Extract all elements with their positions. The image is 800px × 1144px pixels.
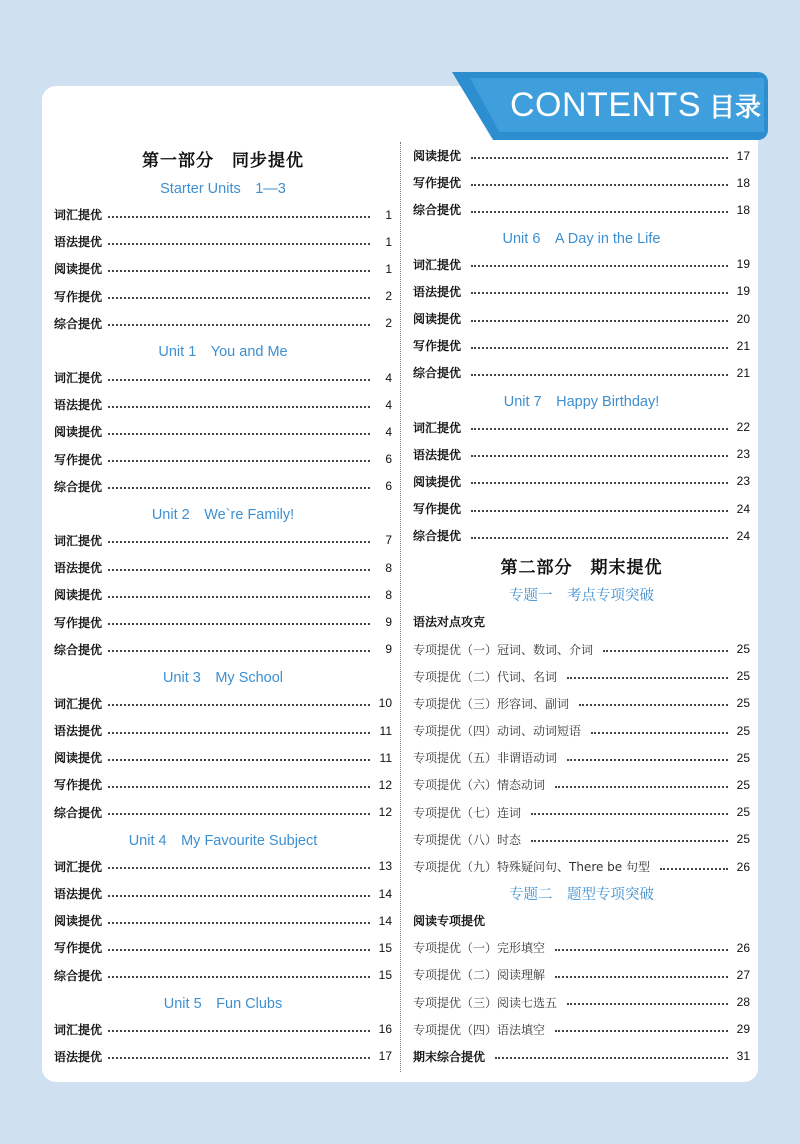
toc-entry[interactable] [413, 1043, 750, 1070]
toc-entry[interactable] [413, 196, 750, 223]
toc-entry[interactable] [413, 522, 750, 549]
toc-entry-label: 综合提优 [54, 968, 103, 983]
dot-leader [471, 537, 728, 539]
toc-entry-label: 专项提优（三）形容词、副词 [413, 696, 570, 711]
toc-entry-label: 专项提优（九）特殊疑问句、There be 句型 [413, 860, 651, 875]
toc-entry-page: 25 [736, 669, 750, 684]
toc-entry[interactable] [54, 771, 392, 798]
toc-entry[interactable] [54, 391, 392, 418]
toc-entry-label: 专项提优（一）完形填空 [413, 941, 546, 956]
toc-entry-page: 7 [385, 533, 392, 548]
toc-entry-page: 1 [385, 261, 392, 276]
contents-header [510, 80, 761, 130]
toc-entry-label: 综合提优 [54, 316, 103, 331]
toc-entry[interactable] [54, 636, 392, 663]
toc-entry-label: 专项提优（六）情态动词 [413, 778, 546, 793]
toc-entry-page: 28 [736, 995, 750, 1010]
dot-leader [108, 243, 370, 245]
toc-entry-label: 写作提优 [413, 176, 462, 191]
toc-entry-label: 语法提优 [413, 447, 462, 462]
toc-entry[interactable] [54, 853, 392, 880]
dot-leader [108, 433, 370, 435]
toc-entry-page: 16 [378, 1022, 392, 1037]
toc-entry[interactable] [413, 495, 750, 522]
toc-entry-page: 2 [385, 289, 392, 304]
toc-entry-label: 专项提优（四）语法填空 [413, 1022, 546, 1037]
toc-entry-page: 12 [378, 777, 392, 792]
dot-leader [108, 596, 370, 598]
dot-leader [108, 650, 370, 652]
toc-entry-page: 29 [736, 1022, 750, 1037]
dot-leader [471, 184, 728, 186]
toc-entry-page: 25 [736, 642, 750, 657]
toc-entry-page: 15 [378, 968, 392, 983]
unit-title: Unit 6 A Day in the Life [502, 230, 661, 247]
toc-entry-label: 词汇提优 [54, 696, 103, 711]
toc-entry[interactable] [54, 283, 392, 310]
toc-entry[interactable] [54, 880, 392, 907]
toc-entry-page: 25 [736, 805, 750, 820]
toc-entry-page: 25 [736, 723, 750, 738]
toc-entry-label: 专项提优（二）代词、名词 [413, 669, 558, 684]
part-title: 第二部分 期末提优 [500, 557, 663, 578]
unit-title: Starter Units 1—3 [160, 181, 286, 197]
dot-leader [495, 1057, 728, 1059]
dot-leader [108, 297, 370, 299]
contents-title-cn: 目录 [709, 92, 762, 123]
dot-leader [555, 976, 728, 978]
toc-entry[interactable] [54, 934, 392, 961]
toc-entry-label: 综合提优 [413, 203, 462, 218]
toc-entry[interactable] [413, 771, 750, 798]
toc-entry[interactable] [413, 251, 750, 278]
toc-entry-label: 专项提优（三）阅读七选五 [413, 995, 558, 1010]
dot-leader [471, 510, 728, 512]
dot-leader [108, 324, 370, 326]
dot-leader [108, 216, 370, 218]
dot-leader [108, 1057, 370, 1059]
toc-entry[interactable] [413, 853, 750, 880]
toc-entry-label: 阅读提优 [413, 474, 462, 489]
toc-entry[interactable] [413, 826, 750, 853]
toc-entry-page: 24 [736, 501, 750, 516]
unit-title: Unit 2 We`re Family! [151, 506, 295, 523]
toc-entry[interactable] [54, 907, 392, 934]
dot-leader [108, 460, 370, 462]
unit-title: Unit 4 My Favourite Subject [128, 832, 318, 849]
unit-title: 专题二 题型专项突破 [509, 887, 654, 904]
toc-entry-label: 词汇提优 [413, 420, 462, 435]
dot-leader [591, 732, 728, 734]
toc-entry[interactable] [54, 446, 392, 473]
toc-entry-label: 词汇提优 [54, 859, 103, 874]
toc-entry-label: 写作提优 [54, 615, 103, 630]
toc-entry[interactable] [413, 989, 750, 1016]
toc-entry-page: 23 [736, 474, 750, 489]
dot-leader [567, 759, 728, 761]
dot-leader [567, 677, 728, 679]
dot-leader [579, 704, 728, 706]
toc-entry-label: 阅读提优 [54, 588, 103, 603]
toc-entry-page: 11 [379, 750, 392, 765]
toc-entry[interactable] [54, 581, 392, 608]
toc-entry-label: 语法提优 [54, 235, 103, 250]
toc-entry-label: 语法提优 [54, 724, 103, 739]
toc-entry-label: 语法提优 [54, 398, 103, 413]
toc-entry[interactable] [54, 962, 392, 989]
toc-entry-label: 写作提优 [54, 941, 103, 956]
toc-entry-label: 语法提优 [54, 561, 103, 576]
toc-entry-page: 4 [385, 370, 392, 385]
toc-entry-page: 25 [736, 750, 750, 765]
dot-leader [108, 759, 370, 761]
unit-title: Unit 7 Happy Birthday! [503, 393, 660, 410]
toc-entry-page: 25 [736, 832, 750, 847]
toc-entry-page: 25 [736, 696, 750, 711]
toc-entry-page: 10 [378, 696, 392, 711]
toc-entry-label: 语法提优 [54, 887, 103, 902]
contents-title-en: CONTENTS [510, 85, 701, 124]
toc-entry-label: 综合提优 [413, 529, 462, 544]
dot-leader [108, 487, 370, 489]
toc-entry-label: 语法提优 [413, 284, 462, 299]
toc-entry-label: 语法提优 [54, 1049, 103, 1064]
toc-entry-page: 9 [385, 642, 392, 657]
dot-leader [471, 428, 728, 430]
dot-leader [108, 704, 370, 706]
toc-entry-label: 写作提优 [54, 452, 103, 467]
toc-entry-page: 21 [736, 365, 750, 380]
toc-entry-page: 15 [378, 940, 392, 955]
toc-entry-label: 词汇提优 [54, 1022, 103, 1037]
section-label: 阅读专项提优 [413, 914, 486, 929]
toc-entry-page: 18 [736, 202, 750, 217]
toc-entry-page: 22 [736, 420, 750, 435]
dot-leader [471, 374, 728, 376]
part-title: 第一部分 同步提优 [142, 150, 304, 171]
toc-entry-label: 专项提优（一）冠词、数词、介词 [413, 642, 594, 657]
toc-entry[interactable] [413, 1016, 750, 1043]
toc-entry-page: 23 [736, 447, 750, 462]
toc-entry-page: 24 [736, 528, 750, 543]
dot-leader [555, 1030, 728, 1032]
toc-entry-label: 专项提优（二）阅读理解 [413, 968, 546, 983]
toc-entry[interactable] [54, 608, 392, 635]
toc-entry[interactable] [54, 744, 392, 771]
toc-entry-label: 词汇提优 [413, 257, 462, 272]
toc-entry-page: 1 [385, 234, 392, 249]
toc-entry[interactable] [413, 414, 750, 441]
dot-leader [603, 650, 728, 652]
unit-title: 专题一 考点专项突破 [509, 588, 654, 605]
toc-entry[interactable] [54, 799, 392, 826]
dot-leader [108, 1030, 370, 1032]
dot-leader [108, 813, 370, 815]
toc-entry[interactable] [413, 332, 750, 359]
toc-right-column [413, 142, 750, 1070]
toc-entry-page: 12 [378, 805, 392, 820]
toc-entry-page: 6 [385, 452, 392, 467]
dot-leader [108, 922, 370, 924]
dot-leader [555, 949, 728, 951]
toc-entry-label: 词汇提优 [54, 533, 103, 548]
toc-entry-page: 31 [736, 1049, 750, 1064]
toc-entry-page: 18 [736, 175, 750, 190]
toc-entry-label: 期末综合提优 [413, 1049, 486, 1064]
toc-entry-page: 20 [736, 311, 750, 326]
toc-entry-page: 1 [385, 207, 392, 222]
toc-entry-label: 词汇提优 [54, 208, 103, 223]
dot-leader [471, 320, 728, 322]
dot-leader [471, 455, 728, 457]
toc-entry[interactable] [413, 663, 750, 690]
toc-entry-page: 6 [385, 479, 392, 494]
toc-entry[interactable] [413, 169, 750, 196]
toc-entry-label: 写作提优 [413, 502, 462, 517]
dot-leader [108, 623, 370, 625]
toc-entry[interactable] [54, 554, 392, 581]
dot-leader [471, 347, 728, 349]
toc-entry-label: 专项提优（八）时态 [413, 832, 522, 847]
dot-leader [108, 895, 370, 897]
dot-leader [471, 265, 728, 267]
toc-entry-label: 写作提优 [54, 778, 103, 793]
toc-entry-page: 8 [385, 587, 392, 602]
toc-entry-page: 9 [385, 615, 392, 630]
dot-leader [555, 786, 728, 788]
dot-leader [108, 569, 370, 571]
toc-entry-label: 专项提优（五）非谓语动词 [413, 751, 558, 766]
dot-leader [108, 732, 370, 734]
toc-entry[interactable] [54, 228, 392, 255]
toc-entry[interactable] [54, 418, 392, 445]
toc-entry[interactable] [54, 473, 392, 500]
toc-entry-label: 综合提优 [413, 366, 462, 381]
dot-leader [660, 868, 728, 870]
toc-entry-page: 19 [736, 257, 750, 272]
toc-entry-page: 14 [378, 913, 392, 928]
toc-entry[interactable] [413, 278, 750, 305]
toc-entry-page: 13 [378, 859, 392, 874]
toc-entry-page: 21 [736, 338, 750, 353]
toc-entry-label: 写作提优 [413, 339, 462, 354]
toc-entry-page: 26 [736, 859, 750, 874]
toc-entry-page: 19 [736, 284, 750, 299]
dot-leader [108, 406, 370, 408]
dot-leader [108, 379, 370, 381]
toc-entry[interactable] [54, 310, 392, 337]
dot-leader [108, 949, 370, 951]
toc-left-column [54, 142, 392, 1070]
toc-entry[interactable] [413, 305, 750, 332]
toc-entry-page: 4 [385, 397, 392, 412]
unit-title: Unit 5 Fun Clubs [163, 995, 283, 1012]
toc-entry-label: 阅读提优 [54, 914, 103, 929]
toc-entry[interactable] [413, 468, 750, 495]
toc-entry-page: 27 [736, 967, 750, 982]
toc-entry[interactable] [54, 1043, 392, 1070]
toc-entry-page: 26 [736, 940, 750, 955]
toc-entry-page: 14 [378, 886, 392, 901]
toc-entry[interactable] [54, 255, 392, 282]
toc-entry[interactable] [413, 359, 750, 386]
column-divider [400, 142, 401, 1072]
toc-entry-label: 综合提优 [54, 805, 103, 820]
toc-entry[interactable] [413, 961, 750, 988]
toc-entry[interactable] [54, 717, 392, 744]
toc-entry[interactable] [413, 142, 750, 169]
toc-entry[interactable] [54, 527, 392, 554]
toc-entry-label: 阅读提优 [54, 751, 103, 766]
dot-leader [471, 157, 728, 159]
dot-leader [471, 292, 728, 294]
dot-leader [471, 482, 728, 484]
toc-entry[interactable] [413, 717, 750, 744]
dot-leader [108, 786, 370, 788]
toc-entry-label: 综合提优 [54, 479, 103, 494]
toc-entry-label: 阅读提优 [413, 149, 462, 164]
unit-title: Unit 1 You and Me [158, 343, 288, 360]
toc-entry[interactable] [413, 744, 750, 771]
toc-entry-page: 8 [385, 560, 392, 575]
unit-title: Unit 3 My School [162, 669, 284, 686]
dot-leader [108, 270, 370, 272]
toc-entry-label: 阅读提优 [413, 312, 462, 327]
section-label: 语法对点攻克 [413, 615, 486, 630]
dot-leader [531, 840, 728, 842]
dot-leader [108, 867, 370, 869]
toc-entry[interactable] [413, 799, 750, 826]
dot-leader [108, 541, 370, 543]
toc-entry[interactable] [54, 690, 392, 717]
toc-entry-page: 4 [385, 424, 392, 439]
toc-entry[interactable] [54, 201, 392, 228]
toc-entry-page: 25 [736, 777, 750, 792]
toc-entry-label: 阅读提优 [54, 425, 103, 440]
dot-leader [108, 976, 370, 978]
toc-entry-label: 词汇提优 [54, 371, 103, 386]
toc-entry-label: 专项提优（七）连词 [413, 805, 522, 820]
toc-entry[interactable] [413, 635, 750, 662]
toc-entry-page: 17 [736, 148, 750, 163]
toc-entry-page: 11 [379, 723, 392, 738]
toc-entry-page: 17 [378, 1049, 392, 1064]
toc-entry-label: 写作提优 [54, 289, 103, 304]
toc-entry[interactable] [413, 690, 750, 717]
toc-entry-page: 2 [385, 316, 392, 331]
toc-entry[interactable] [413, 934, 750, 961]
dot-leader [567, 1003, 728, 1005]
toc-entry-label: 专项提优（四）动词、动词短语 [413, 724, 582, 739]
toc-entry[interactable] [413, 441, 750, 468]
toc-entry[interactable] [54, 364, 392, 391]
toc-entry-label: 综合提优 [54, 642, 103, 657]
dot-leader [471, 211, 728, 213]
toc-entry[interactable] [54, 1016, 392, 1043]
dot-leader [531, 813, 728, 815]
toc-entry-label: 阅读提优 [54, 262, 103, 277]
